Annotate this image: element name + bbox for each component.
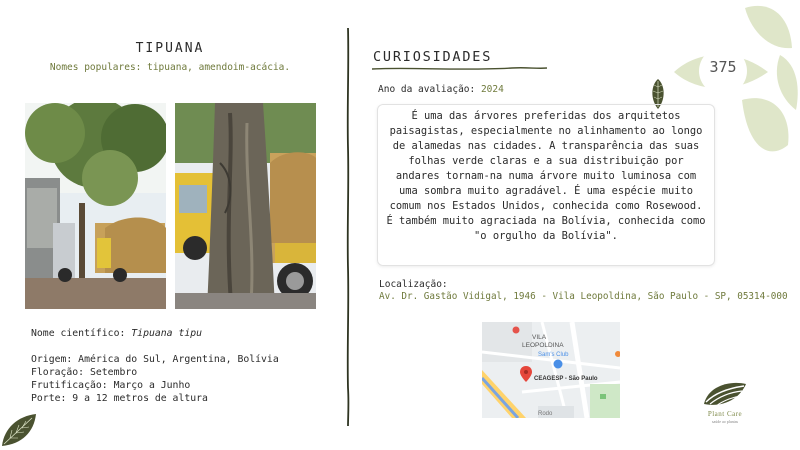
location-address: Av. Dr. Gastão Vidigal, 1946 - Vila Leopoldina, São Paulo - SP, 05314-000 — [379, 291, 788, 302]
brand-tagline: saúde ao plantas — [711, 419, 739, 424]
map-poi-ceagesp: CEAGESP - São Paulo — [534, 376, 598, 382]
scientific-name-label: Nome científico: — [31, 328, 132, 339]
map-district-line2: LEOPOLDINA — [522, 342, 564, 349]
evaluation-year — [378, 84, 504, 95]
brand-name: Plant Care — [707, 410, 743, 418]
popular-names: Nomes populares: tipuana, amendoim-acácia. — [49, 62, 291, 73]
title-underline — [372, 66, 547, 72]
page-number: 375 — [709, 58, 737, 76]
map-district-line1: VILA — [532, 334, 547, 341]
scientific-name-value: Tipuana tipu — [131, 328, 203, 339]
map-road-label: Rodo — [538, 411, 553, 417]
fruiting-text: Frutificação: Março a Junho — [31, 380, 191, 391]
logo-leaf-icon — [700, 378, 750, 410]
leaf-icon — [0, 408, 40, 448]
species-title: TIPUANA — [135, 41, 205, 56]
curiosities-description: É uma das árvores preferidas dos arquitetos paisagistas, especialmente no alinhamento ao longo de alamedas nas cidades. A transparência das suas folhas verde claras e a sua distribuição por andares tornam-na numa árvore muito luminosa com uma sombra muito agradável. É uma espécie muito comum nos Estados Unidos, conhecida como Rosewood. É também muito agraciada na Bolívia, conhecida como "o orgulho da Bolívia". — [377, 104, 715, 266]
evaluation-label: Ano da avaliação: — [378, 84, 481, 95]
size-text: Porte: 9 a 12 metros de altura — [31, 393, 208, 404]
location-map[interactable] — [482, 322, 620, 418]
tree-trunk-photo — [175, 103, 316, 309]
origin-text: Origem: América do Sul, Argentina, Bolívia — [31, 354, 279, 365]
page-divider — [344, 28, 352, 426]
curiosities-title: CURIOSIDADES — [373, 49, 493, 65]
location-label: Localização: — [379, 279, 448, 290]
flowering-text: Floração: Setembro — [31, 367, 138, 378]
scientific-name — [31, 328, 202, 341]
map-poi-sams: Sam's Club — [538, 352, 569, 358]
evaluation-year-value: 2024 — [480, 84, 504, 95]
tree-photo-street — [25, 103, 166, 309]
